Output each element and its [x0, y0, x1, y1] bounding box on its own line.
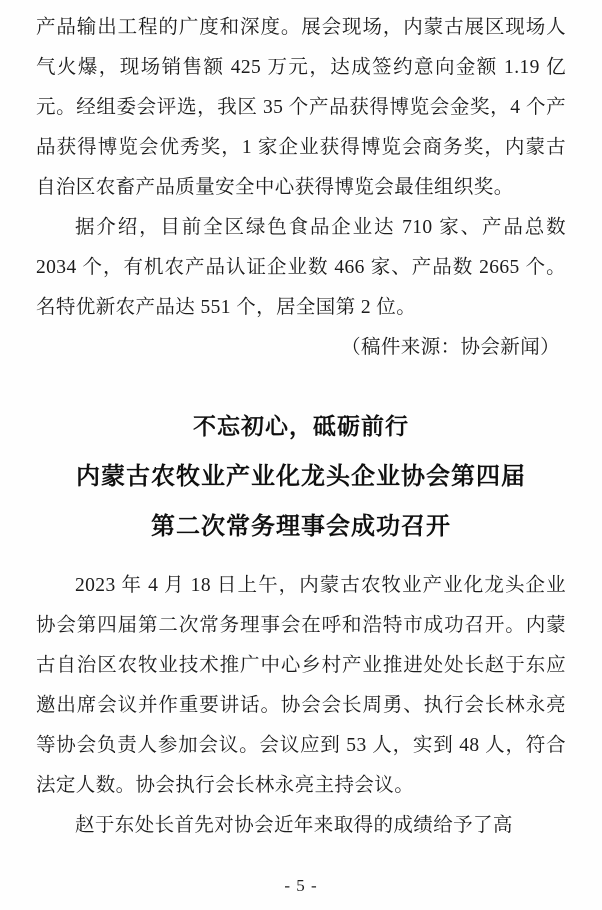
headline-line-3: 第二次常务理事会成功召开 — [151, 514, 451, 540]
paragraph-continued: 产品输出工程的广度和深度。展会现场，内蒙古展区现场人气火爆，现场销售额 425 万元，达成签约意向金额 1.19 亿元。经组委会评选，我区 35 个产品获得博览会金奖，4 个产品获得博览会优秀奖，1 家企业获得博览会商务奖，内蒙古自治区农畜产品质量安全中心获得博览会最佳组织奖。 — [36, 17, 566, 198]
paragraph-meeting-overview: 2023 年 4 月 18 日上午，内蒙古农牧业产业化龙头企业协会第四届第二次常务理事会在呼和浩特市成功召开。内蒙古自治区农牧业技术推广中心乡村产业推进处处长赵于东应邀出席会议并作重要讲话。协会会长周勇、执行会长林永亮等协会负责人参加会议。会议应到 53 人，实到 48 人，符合法定人数。协会执行会长林永亮主持会议。 — [36, 575, 566, 796]
article-body — [36, 566, 566, 846]
top-content — [36, 8, 566, 368]
headline-line-1: 不忘初心，砥砺前行 — [193, 414, 409, 439]
article-headline — [36, 402, 566, 552]
page-number: - 5 - — [284, 876, 318, 895]
source-note: （稿件来源：协会新闻） — [341, 337, 560, 358]
headline-line-2: 内蒙古农牧业产业化龙头企业协会第四届 — [76, 464, 526, 490]
paragraph-statistics: 据介绍，目前全区绿色食品企业达 710 家、产品总数 2034 个，有机农产品认证企业数 466 家、产品数 2665 个。名特优新农产品达 551 个，居全国第 2 位。 — [36, 217, 566, 318]
paragraph-speech-start: 赵于东处长首先对协会近年来取得的成绩给予了高 — [75, 815, 513, 836]
